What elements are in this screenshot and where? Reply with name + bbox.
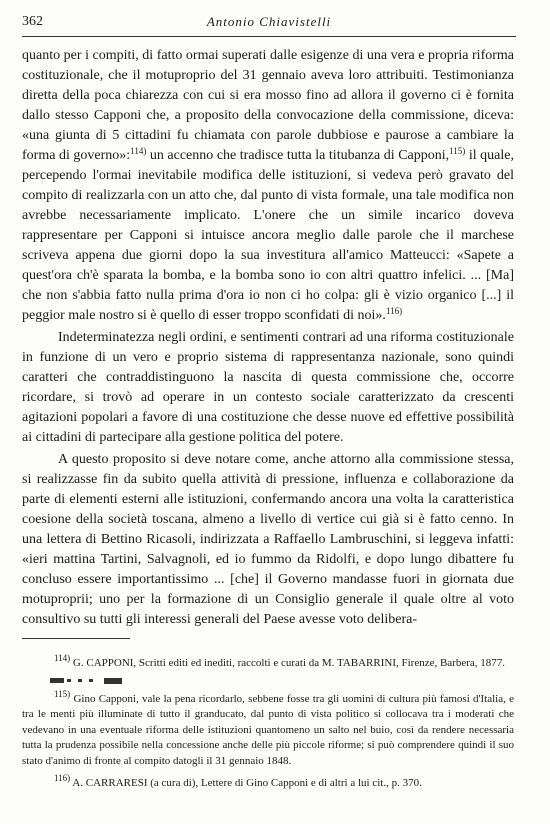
paragraph-3: A questo proposito si deve notare come, anche attorno alla commissione stessa, si realizzasse fin da subito quella attività di pressione, influenza e collaborazione da parte di elementi esterni alle istituzioni, confermando ancora una volta la caratteristica coesione della società toscana, almeno a livello di vertice cui già si è fatto cenno. In una lettera di Bettino Ricasoli, indirizzata a Raffaello Lambruschini, si leggeva infatti: «ieri mattina Tartini, Salvagnoli, ed io fummo da Ridolfi, e dopo lungo dibattere fu concluso essere importantissimo ... [che] il Governo mandasse fuori in giornata due motuproprii; uno per la formazione di un Consiglio generale il quale oltre al voto consultivo su tutti gli interessi generali del Paese avesse voto delibera- [22,452,514,627]
paragraph-1-part-c: il quale, percependo l'ormai inevitabile modifica delle istituzioni, si vedeva però gravato del compito di realizzarla con un atto che, dal punto di vista formale, una tale modifica non avrebbe necessariamente implicato. L'onere che un simile incarico doveva rappresentare per Capponi si intuisce ancora meglio dalle parole che il marchese scriveva appena due giorni dopo la sua investitura all'amico Matteucci: «Sapete a quest'ora ch'è sparata la bomba, e la bomba sono io con altri quattro infelici. ... [Ma] che non s'abbia fatto nulla prima d'ora io non ci ho colpa: gli è vizio organico [...] il peggior male nostro si è quello di esser troppo sconfidati di noi». [22,148,514,323]
footnote-number-116: 116) [54,773,71,783]
paragraph-2: Indeterminatezza negli ordini, e sentimenti contrari ad una riforma costituzionale in funzione di un vero e proprio sistema di rappresentanza nazionale, sono quindi caratteri che contraddistinguono la nascita di questa commissione che, occorre ricordare, si trovò ad operare in un contesto sociale caratterizzato da crescenti agitazioni popolari a favore di una costituzione che desse nuove ed effettive possibilità ai cittadini di partecipare alla gestione politica del potere. [22,330,514,445]
print-dot [89,679,93,682]
print-marks [22,674,514,684]
footnote-114-text: G. CAPPONI, Scritti editi ed inediti, raccolti e curati da M. TABARRINI, Firenze, Barbera, 1877. [72,657,506,669]
print-dot [67,679,71,682]
main-text [22,46,514,630]
running-head: Antonio Chiavistelli [206,14,332,29]
footnote-116-text: A. CARRARESI (a cura di), Lettere di Gino Capponi e di altri a lui cit., p. 370. [72,777,422,789]
print-mark [104,678,122,684]
footnote-ref-116: 116) [385,306,403,316]
header-rule [22,36,516,37]
footnote-115-text: Gino Capponi, vale la pena ricordarlo, sebbene fosse tra gli uomini di cultura più famosi d'Italia, e tra le menti più illuminate di tutto il granducato, dal punto di vista politico si collocava tra i moderati che vedevano in una eventuale riforma delle istituzioni quantomeno un salto nel buio, così da rendere necessaria tutta la prudenza possibile nella concessione anche delle più piccole riforme; si può comprendere quindi il suo stato d'animo di fronte al compito datogli il 31 gennaio 1848. [22,692,514,767]
footnote-ref-114: 114) [130,146,147,156]
print-dot [78,679,82,682]
paragraph-1-part-b: un accenno che tradisce tutta la titubanza di Capponi, [146,148,450,163]
page-header [22,14,516,40]
page-number: 362 [22,14,43,29]
print-mark [50,678,64,683]
paragraph-1-part-a: quanto per i compiti, di fatto ormai superati dalle esigenze di una vera e propria riforma costituzionale, che il motuproprio del 31 gennaio aveva loro attribuiti. Testimonianza diretta della poca chiarezza con cui si era mosso fino ad allora il governo ci è fornita dallo stesso Capponi che, a proposito della convocazione della commissione, diceva: «una giunta di 5 cittadini fu chiamata con parole dubbiose e paurose a cambiare la forma di governo»: [22,48,514,163]
paragraph-1 [22,46,514,326]
footnote-rule [22,638,130,639]
footnote-number-114: 114) [54,653,71,663]
footnotes [22,653,514,799]
footnote-ref-115: 115) [449,146,466,156]
footnote-116 [22,773,514,792]
footnote-number-115: 115) [54,688,71,699]
footnote-114 [22,653,514,672]
footnote-115 [22,688,514,770]
